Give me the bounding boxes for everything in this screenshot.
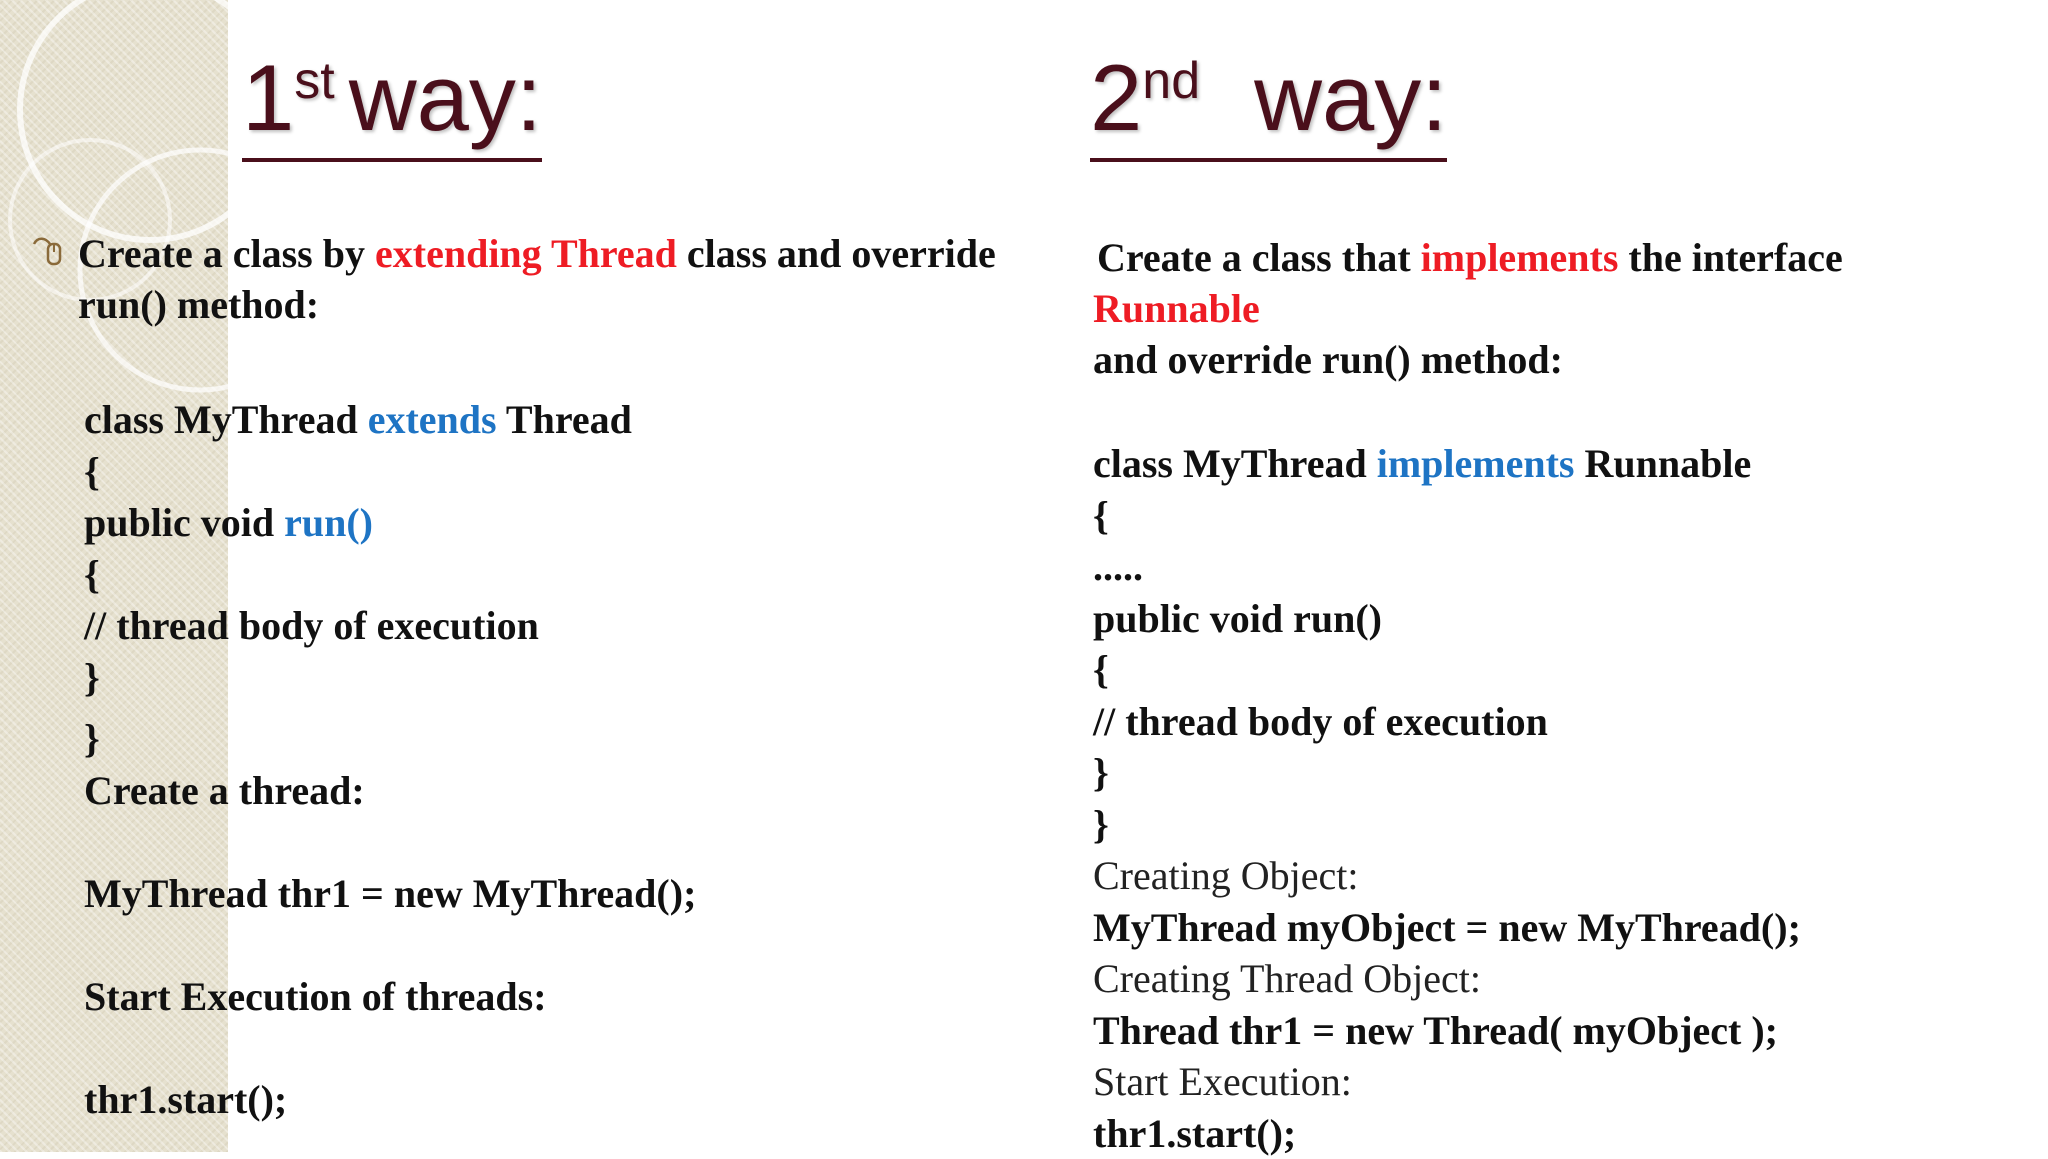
right-intro-a: Create a class that	[1097, 235, 1421, 280]
right-title-suffix: nd	[1142, 52, 1200, 110]
right-intro	[1093, 232, 1843, 385]
left-code-line1	[84, 394, 696, 446]
left-create-label: Create a thread:	[84, 765, 696, 817]
right-code-l1c: Runnable	[1574, 441, 1751, 486]
left-intro	[78, 228, 996, 330]
left-create-code: MyThread thr1 = new MyThread();	[84, 868, 696, 920]
right-code-line7: }	[1093, 747, 1801, 799]
left-spacer-1	[84, 816, 696, 868]
right-thread-code: Thread thr1 = new Thread( myObject );	[1093, 1005, 1801, 1057]
left-title	[242, 44, 542, 162]
left-code-keyword-extends: extends	[368, 397, 497, 442]
left-code-line6: }	[84, 652, 696, 704]
left-code-line4: {	[84, 549, 696, 601]
right-thread-label: Creating Thread Object:	[1093, 953, 1801, 1005]
left-title-word: way:	[349, 45, 542, 150]
left-intro-line1	[78, 228, 996, 279]
hand-pointer-icon	[28, 230, 68, 270]
left-code-line2: {	[84, 446, 696, 498]
right-obj-code: MyThread myObject = new MyThread();	[1093, 902, 1801, 954]
left-intro-a: Create a class by	[78, 231, 375, 276]
left-code-l3a: public void	[84, 500, 284, 545]
right-code-line2: {	[1093, 490, 1801, 542]
right-title-number: 2	[1090, 45, 1142, 150]
right-intro-implements: implements	[1421, 235, 1619, 280]
left-code-l1c: Thread	[497, 397, 632, 442]
left-spacer-3	[84, 1022, 696, 1074]
right-code-l1a: class MyThread	[1093, 441, 1377, 486]
right-start-code: thr1.start();	[1093, 1108, 1801, 1159]
left-title-number: 1	[242, 45, 294, 150]
left-code-line7: }	[84, 713, 696, 765]
right-code-line4: public void run()	[1093, 593, 1801, 645]
right-code-keyword-implements: implements	[1377, 441, 1575, 486]
right-intro-runnable: Runnable	[1093, 283, 1843, 334]
left-code-line5: // thread body of execution	[84, 600, 696, 652]
left-start-code: thr1.start();	[84, 1074, 696, 1126]
right-code-line1	[1093, 438, 1801, 490]
right-obj-label: Creating Object:	[1093, 850, 1801, 902]
right-code-line5: {	[1093, 644, 1801, 696]
left-intro-c: class and override	[677, 231, 996, 276]
right-code-block	[1093, 438, 1801, 1159]
left-intro-line2: run() method:	[78, 279, 996, 330]
left-code-l1a: class MyThread	[84, 397, 368, 442]
right-start-label: Start Execution:	[1093, 1056, 1801, 1108]
right-code-line8: }	[1093, 799, 1801, 851]
left-start-label: Start Execution of threads:	[84, 971, 696, 1023]
right-code-line3: .....	[1093, 541, 1801, 593]
right-title	[1090, 44, 1447, 162]
left-title-suffix: st	[294, 52, 334, 110]
right-intro-line3: and override run() method:	[1093, 334, 1843, 385]
left-spacer-2	[84, 919, 696, 971]
right-title-word: way:	[1254, 45, 1447, 150]
left-code-block	[84, 394, 696, 1125]
left-code-line3	[84, 497, 696, 549]
right-intro-c: the interface	[1618, 235, 1842, 280]
left-code-run: run()	[284, 500, 373, 545]
left-intro-highlight: extending Thread	[375, 231, 677, 276]
right-intro-line1	[1097, 232, 1843, 283]
right-code-line6: // thread body of execution	[1093, 696, 1801, 748]
